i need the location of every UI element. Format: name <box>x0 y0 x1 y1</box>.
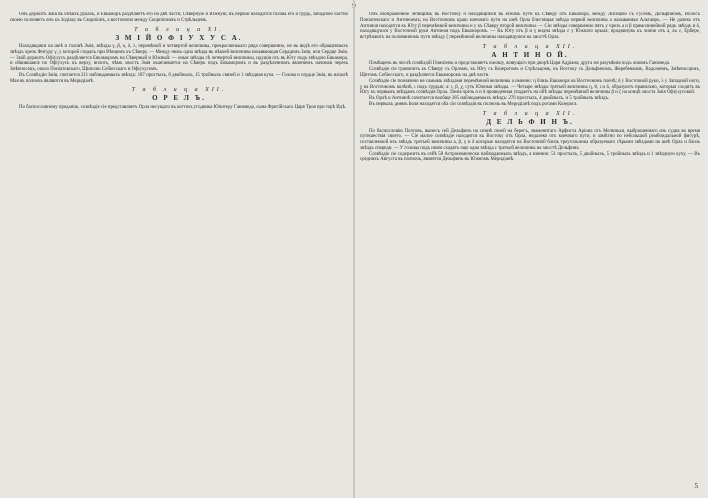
section-header-dolphin <box>360 111 700 127</box>
serpent-paragraph: Находящаяся на шеѣ и головѣ Змія, звѣзды γ, β, κ, δ, λ, перемѣной и четвертой величины, прекрасненькаго ряда совершенно, не въ видѣ его обращенныхъ звѣздъ чрезъ Фигуру γ, у которой сходясь при Вѣнцемъ къ Сѣверу. — Между нимъ одна звѣзда въ нѣкоей величины называющая Сердцемъ Змія, или Сердце Змія. — Змій держитъ Офіухусъ раздѣляется Евкаморомъ на Сѣверный и Южный: — оныя звѣзды сѣ четвертой величины, идущія отъ въ Югу подъ звѣздою Евкамора, и обвившаяся по Офіухусъ къ верху, вплоть, чѣмъ хвостъ Змія оканчивается на Сѣверъ подъ Евкаморомъ и въ раздѣленномъ явленіемъ начиная черезъ Змѣеносецъ, около Поніатовскаго, Щиполю Собіесскаго и Офіухусомъ. <box>10 44 348 72</box>
section-table-number: Т а б л и ц а XII. <box>482 111 578 117</box>
page-number-bottom: 5 <box>694 482 698 490</box>
section-table-number: Т а б л и ц а XII. <box>131 87 227 94</box>
left-column <box>10 12 348 484</box>
section-table-number: Т а б л и ц а XI. <box>134 26 224 33</box>
dolphin-paragraph: Созвѣздіе сіе содержитъ въ себѣ 58 Астрономически наблюдаемыхъ звѣздъ, а именно: 51 простыхъ, 5 двойныхъ, 5 тройныхъ звѣздъ и 1 звѣздную кучу. — Въ среднихъ Августа въ полночь, является Дельфинъ въ Южномъ Меридіанѣ. <box>360 151 700 163</box>
section-title: А Н Т И Н О Й. <box>491 50 569 59</box>
section-header-serpent <box>10 27 348 43</box>
section-title: О Р Е Л Ъ. <box>152 94 206 103</box>
right-intro-paragraph: Онъ изображенное летящимъ въ Восточку и находящимся въ ясномъ пути къ Сѣверу отъ Евкамора, между Лисицею съ Гусемъ, Дельфиномъ, Волосъ Поніатовскаго и Антиноемъ; на Восточномъ краю млечнаго пути на шеѣ Орла блестящая звѣзда первой величины а называемая Альтаиръ. — Не далеко отъ Антиноя находится къ Югу β перемѣнной величины и у къ Сѣверу второй величины. — Сіи звѣзды совершенно пятъ у чрезъ а и β прямолинейной рядъ звѣздъ и δ, находящуюся у Восточной руки Антиноя подъ Евкаморомъ. — Къ Югу отъ β и γ видна звѣзда ε у Южнаго крыла; продвинувъ къ линію отъ а, къ ε, Ербере, встрѣчаютъ на половинномъ пути звѣзду ζ перемѣнной величины находящуюся на хвостѣ Орла. <box>360 12 700 40</box>
section-title: Д Е Л Ь Ф И Н Ъ. <box>486 118 574 126</box>
section-table-number: Т а б л и ц а XII. <box>482 43 578 50</box>
antinous-paragraph: Созвѣздіе сіе позначено не самымъ звѣздами перемѣнной величины а именно: η близь Евкамора на Восточномъ плечѣ; δ у Восточной руки, λ у Западной ноги, χ на Восточномъ колѣнѣ, ι подъ грудью; а: ι, β, χ, суть Южныя звѣзды. — Четыре звѣзды третьей величины η, θ, ι и δ, образуютъ правильно, которыя сходятъ въ Югу къ первымъ звѣздамъ созвѣздія Орла. Линія чрезъ α и δ проведенная упадаетъ на обѣ звѣзды перемѣнной величины β и ζ на концѣ хвоста Змія Офіухусовой. <box>360 78 700 96</box>
dolphin-paragraph: По баснословію Поэтовъ, вынесъ сей Дельфинъ на спинѣ своей на берегъ, знаменитаго Арфиста Аріона отъ Мелиньки, выброшеннаго изъ судна во время путешествія своего. — Сіе малое созвѣздіе находится къ Востоку отъ Орла, недалеко отъ млечнаго пути, и замѣтно по небольшой ромбоидальной фигурѣ, составленной изъ звѣздъ третьей величины а, β, γ и δ которые находятся на Восточной близь треугольника образуемаго сѣрыми звѣздами на шеѣ Орла и близь звѣздъ спереди. — У головы подъ ними сходятъ еще одна звѣзда ε третьей величины на хвостѣ Дельфина. <box>360 128 700 151</box>
antinous-paragraph: Помѣщенъ въ числѣ созвѣздій Гевеліемъ и представляетъ юношу, живущаго при дворѣ Царя Адріана; друга же разумѣнія подъ ликомъ Ганимеда. <box>369 61 671 67</box>
antinous-paragraph: Созвѣздіе сіе граничитъ къ Сѣверу съ Орломъ, къ Югу съ Козерогомъ и Стрѣльцомъ, къ Востоку съ Дельфиномъ, Жеребенкомъ, Водолеемъ, Змѣеносцемъ, Щитомъ Собіесскаго, и раздѣляется Евкаморомъ на двѣ части. <box>360 67 700 78</box>
eagle-paragraph: По баснословному преданію, созвѣздіе сіе представляетъ Орла несущаго въ когтяхъ угодника Юпитеру Ганимеда, сына Фригійскаго Царя Троя при горѣ Идѣ. <box>19 104 347 110</box>
right-column <box>360 12 700 484</box>
section-header-eagle <box>10 87 348 103</box>
page-gutter <box>353 0 355 498</box>
section-header-antinous <box>360 44 700 60</box>
serpent-paragraph: Въ Созвѣздіи Змія, считается 211 наблюдаемыхъ звѣздъ: 187 простыхъ, 8 двойныхъ, 15 тройныхъ связей и 1 звѣздная куча. — Голова и сердце Змія, въ началѣ Мая въ полночь являются въ Меридіанѣ. <box>10 72 348 84</box>
antinous-paragraph: Въ Орлѣ и Антиноѣ сочитается вообще 285 наблюдаемыхъ звѣздъ: 276 простыхъ, 4 двойныхъ, и 5 тройныхъ звѣздъ. <box>369 96 610 102</box>
antinous-paragraph: Въ первыхъ днямъ Іюля находятся оба сіи созвѣздія въ полночь въ Меридіанѣ подъ рогами Козерога. <box>369 102 578 108</box>
left-intro-paragraph: Онъ держитъ Змія въ обѣихъ рукахъ, и Евкаморъ раздѣляетъ его на двѣ части, Сѣверную и Южную; въ первой находится голова его и грудь, западною частію своею склоняетъ онъ къ Зодіаку въ Скорпіонъ, а восточною между Скорпіономъ и Стрѣльцемъ. <box>10 12 348 23</box>
section-title: З М І Й О Ф І У Х У С А. <box>115 33 243 42</box>
